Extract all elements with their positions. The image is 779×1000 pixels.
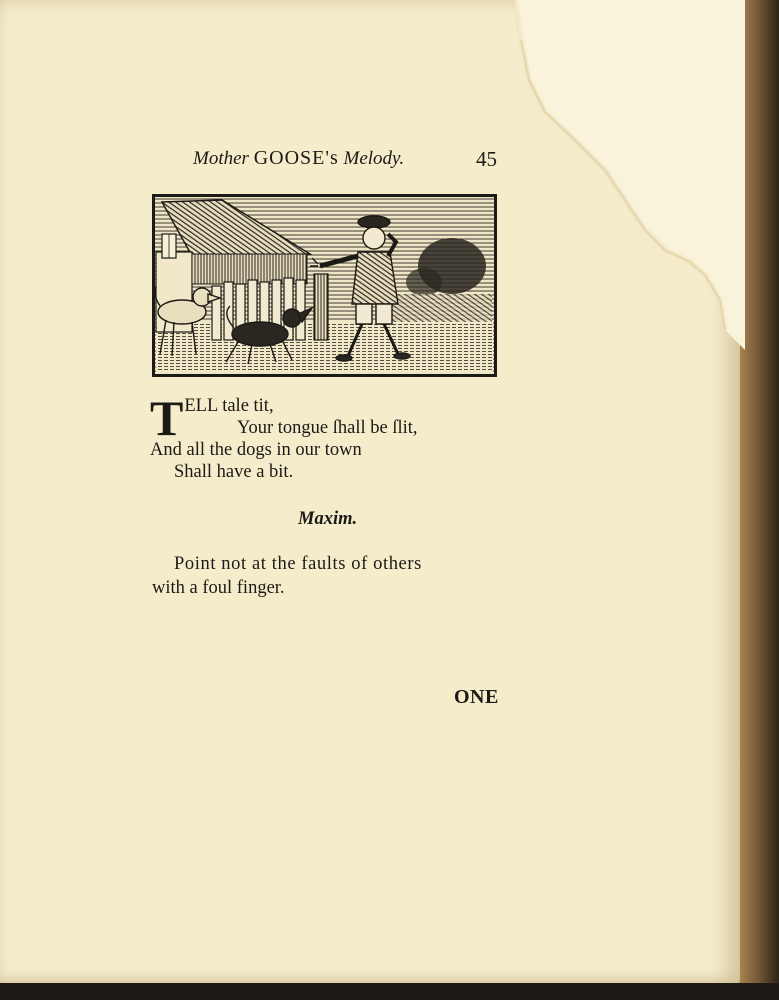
woodcut-illustration-icon (152, 194, 497, 377)
scan-bottom-edge (0, 983, 779, 1000)
running-head-goose: GOOSE's (253, 147, 339, 169)
torn-corner (515, 0, 745, 350)
verse-line-3: And all the dogs in our town (150, 440, 362, 460)
page-number: 45 (476, 147, 497, 171)
verse (150, 390, 510, 483)
maxim-title: Maxim. (298, 509, 358, 529)
drop-cap: T (150, 390, 184, 446)
catchword: ONE (454, 686, 499, 708)
verse-line-1: ELL tale tit, (184, 396, 274, 416)
maxim-line-2: with a foul finger. (152, 578, 285, 598)
verse-line-2: Your tongue ſhall be ſlit, (237, 418, 418, 438)
running-head (193, 147, 503, 170)
running-head-melody: Melody. (343, 148, 405, 169)
maxim-text (152, 552, 512, 600)
verse-line-4: Shall have a bit. (174, 462, 294, 482)
running-head-mother: Mother (193, 148, 249, 169)
maxim-line-1: Point not at the faults of others (174, 554, 422, 574)
